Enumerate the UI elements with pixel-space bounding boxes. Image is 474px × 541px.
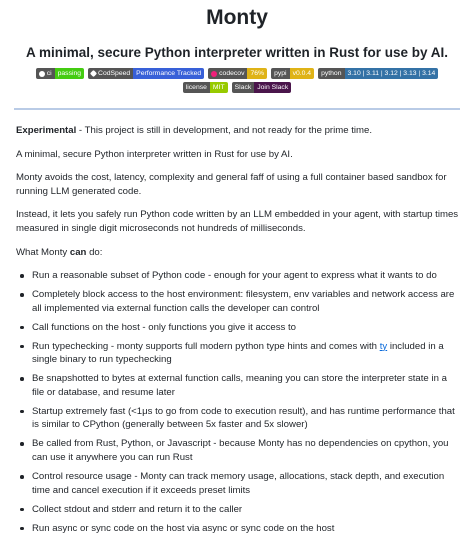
list-item: Startup extremely fast (<1μs to go from code to execution result), and has runtime performance that is similar to CPython (generally between 5x faster and 5x slower) <box>16 405 460 432</box>
list-item: Call functions on the host - only functions you give it access to <box>16 321 460 335</box>
can-do-heading: What Monty can do: <box>16 246 103 258</box>
pypi-badge[interactable]: pypi v0.0.4 <box>271 68 314 79</box>
codspeed-badge[interactable]: CodSpeed Performance Tracked <box>88 68 204 79</box>
list-item: Run a reasonable subset of Python code - enough for your agent to express what it wants to do <box>16 269 460 283</box>
list-item: Run async or sync code on the host via async or sync code on the host <box>16 522 460 536</box>
ty-link[interactable]: ty <box>379 340 388 352</box>
github-icon <box>39 71 45 77</box>
list-item: Be snapshotted to bytes at external function calls, meaning you can store the interpreter state in a file or database, and resume later <box>16 372 460 399</box>
experimental-notice <box>16 124 460 138</box>
license-badge[interactable]: license MIT <box>183 82 228 93</box>
codecov-badge[interactable]: codecov 76% <box>208 68 267 79</box>
codspeed-icon <box>90 70 97 77</box>
intro-paragraph-2: Monty avoids the cost, latency, complexity and general faff of using a full container based sandbox for running LLM generated code. <box>16 172 447 197</box>
list-item: Completely block access to the host environment: filesystem, env variables and network access are all implemented via external function calls the developer can control <box>16 288 460 315</box>
intro-paragraph-3: Instead, it lets you safely run Python code written by an LLM embedded in your agent, with startup times measured in single digit microseconds not hundreds of milliseconds. <box>16 209 459 234</box>
intro-paragraph-1: A minimal, secure Python interpreter written in Rust for use by AI. <box>16 148 293 160</box>
features-list <box>16 269 460 535</box>
section-divider <box>14 108 460 110</box>
list-item: Be called from Rust, Python, or Javascript - because Monty has no dependencies on cpython, you can use it anywhere you can run Rust <box>16 437 460 464</box>
list-item: Run typechecking - monty supports full modern python type hints and comes with ty included in a single binary to run typechecking <box>16 340 460 367</box>
python-versions-badge[interactable]: python 3.10 | 3.11 | 3.12 | 3.13 | 3.14 <box>318 68 438 79</box>
experimental-label: Experimental <box>16 125 77 136</box>
page-subtitle: A minimal, secure Python interpreter written in Rust for use by AI. <box>25 45 449 60</box>
readme-content <box>16 124 460 541</box>
experimental-text: - This project is still in development, and not ready for the prime time. <box>76 125 373 136</box>
list-item: Collect stdout and stderr and return it to the caller <box>16 503 460 517</box>
codecov-icon <box>211 71 217 77</box>
badge-row <box>16 68 458 93</box>
list-item: Control resource usage - Monty can track memory usage, allocations, stack depth, and execution time and cancel execution if it exceeds preset limits <box>16 470 460 497</box>
ci-badge[interactable]: ci passing <box>36 68 84 79</box>
page-title: Monty <box>206 6 268 29</box>
slack-badge[interactable]: Slack Join Slack <box>232 82 292 93</box>
